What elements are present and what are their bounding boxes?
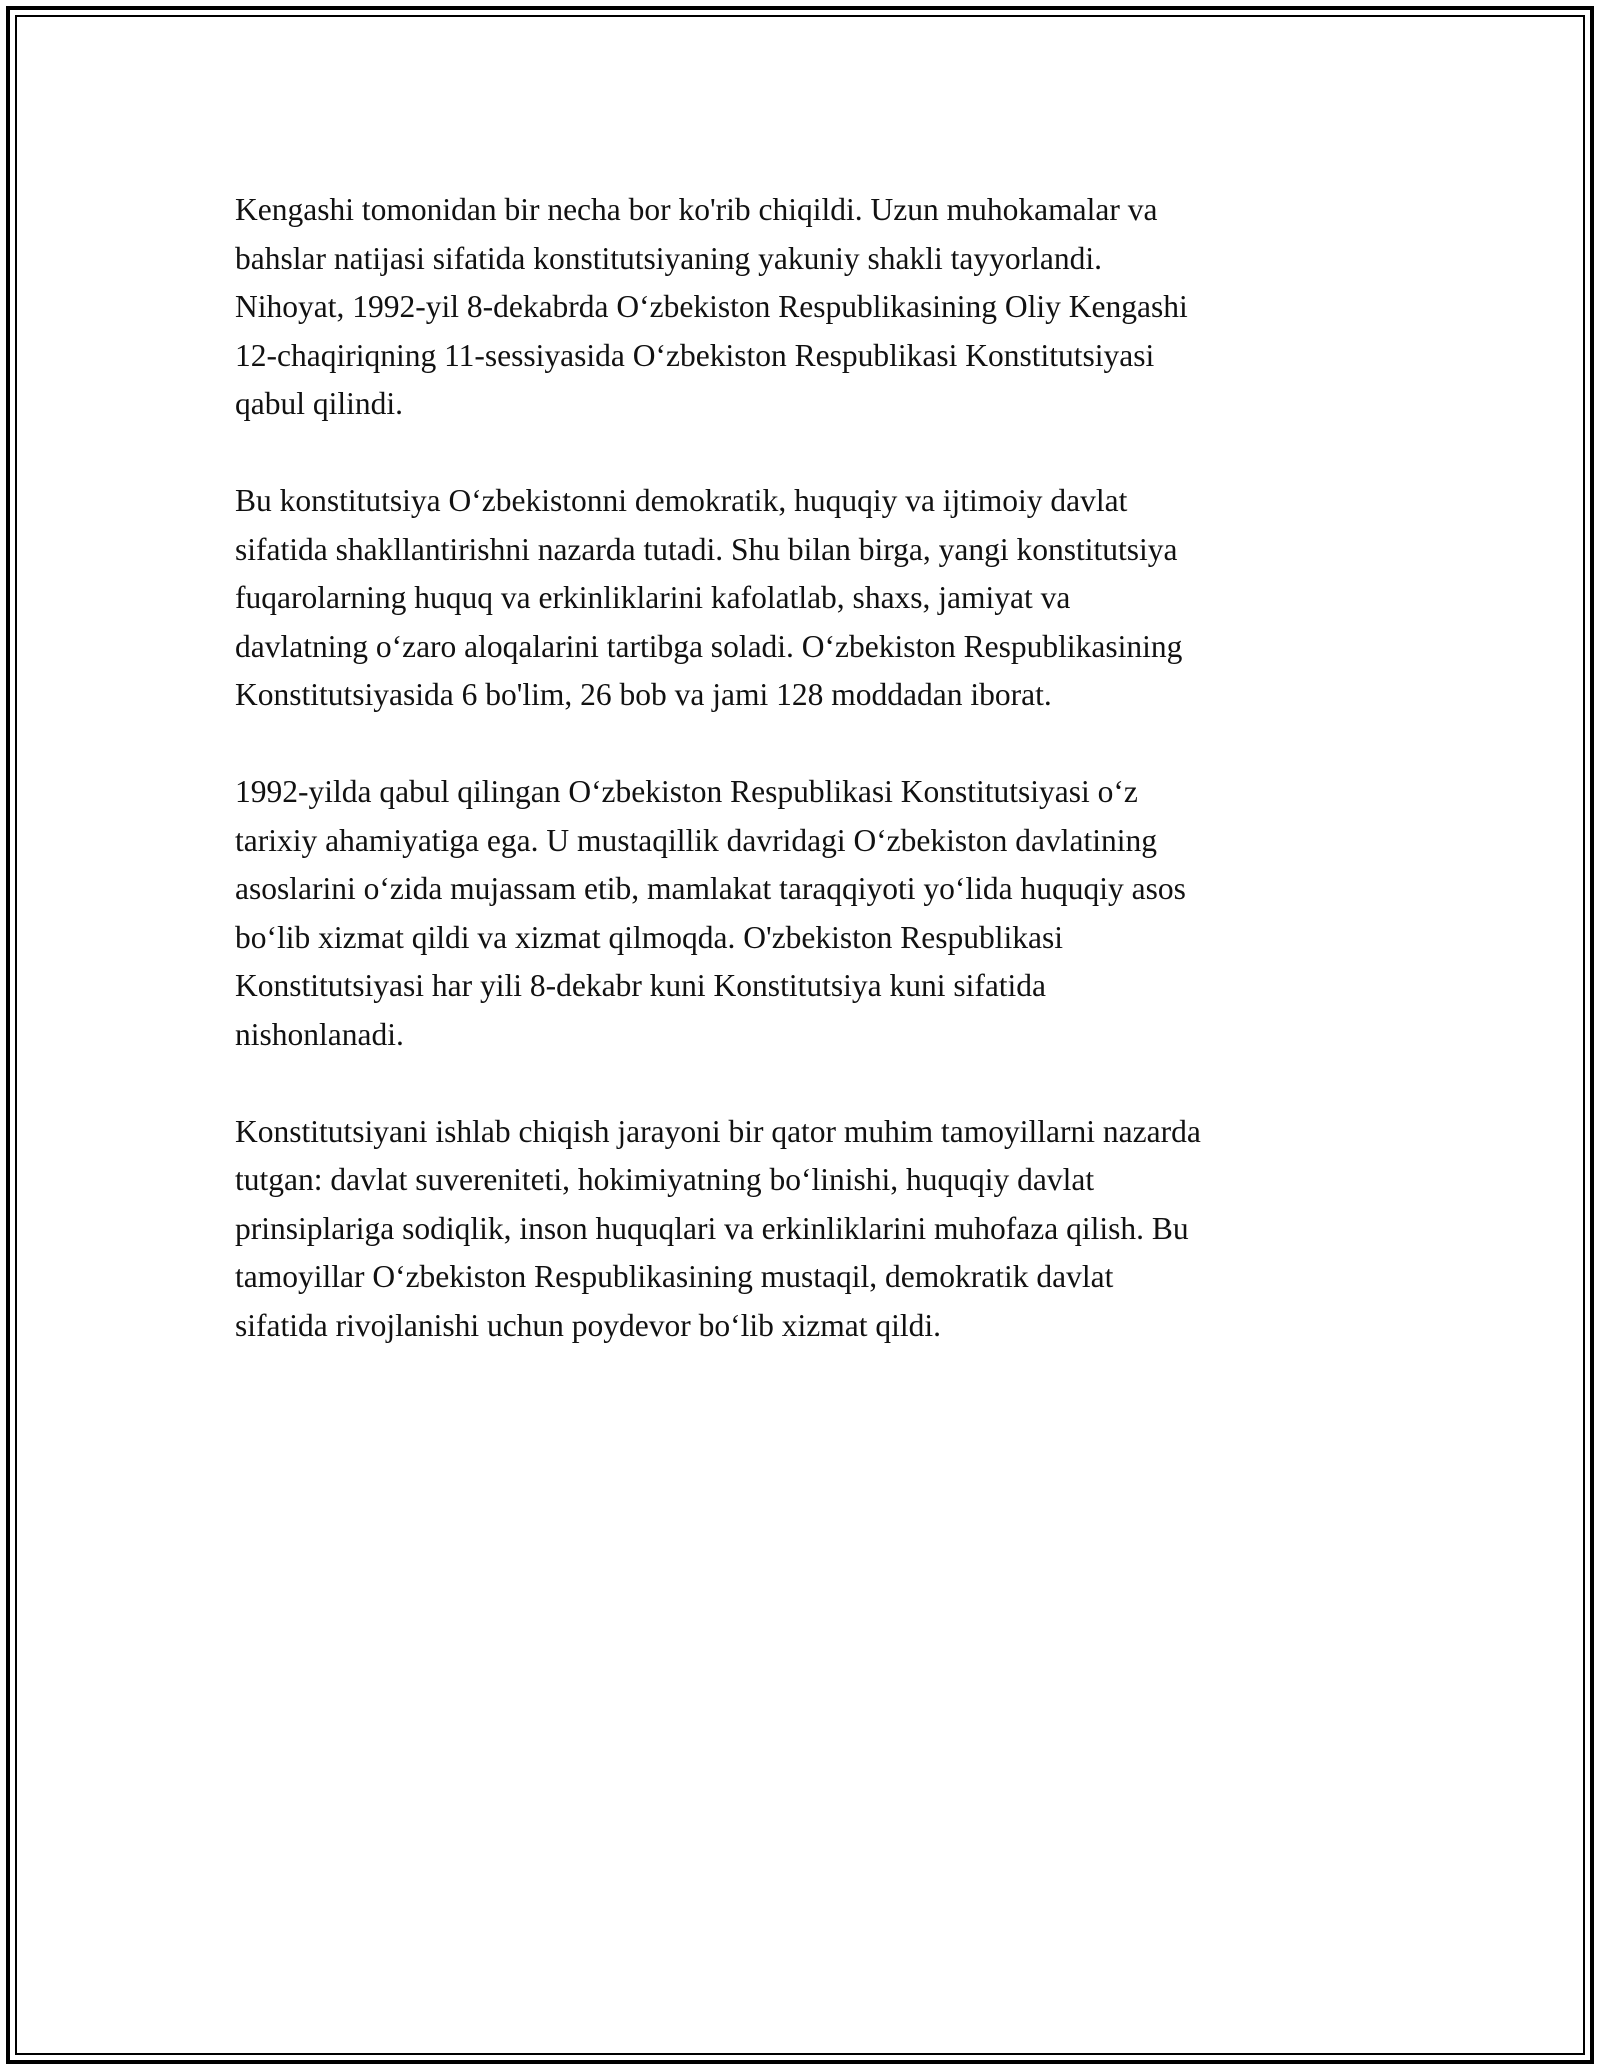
paragraph-4: Konstitutsiyani ishlab chiqish jarayoni bir qator muhim tamoyillarni nazarda tutgan: davlat suvereniteti, hokimiyatning boʻlinishi, huquqiy davlat prinsiplariga sodiqlik, inson huquqlari va erkinliklarini muhofaza qilish. Bu tamoyillar Oʻzbekiston Respublikasining mustaqil, demokratik davlat sifatida rivojlanishi uchun poydevor boʻlib xizmat qildi. xyxy=(235,1113,1201,1343)
paragraph-2: Bu konstitutsiya Oʻzbekistonni demokratik, huquqiy va ijtimoiy davlat sifatida shakllantirishni nazarda tutadi. Shu bilan birga, yangi konstitutsiya fuqarolarning huquq va erkinliklarini kafolatlab, shaxs, jamiyat va davlatning oʻzaro aloqalarini tartibga soladi. Oʻzbekiston Respublikasining Konstitutsiyasida 6 bo'lim, 26 bob va jami 128 moddadan iborat. xyxy=(235,483,1183,712)
document-body xyxy=(235,186,1375,1399)
paragraph-3: 1992-yilda qabul qilingan Oʻzbekiston Respublikasi Konstitutsiyasi oʻz tarixiy ahamiyatiga ega. U mustaqillik davridagi Oʻzbekiston davlatining asoslarini oʻzida mujassam etib, mamlakat taraqqiyoti yoʻlida huquqiy asos boʻlib xizmat qildi va xizmat qilmoqda. O'zbekiston Respublikasi Konstitutsiyasi har yili 8-dekabr kuni Konstitutsiya kuni sifatida nishonlanadi. xyxy=(235,774,1186,1052)
paragraph-1: Kengashi tomonidan bir necha bor ko'rib chiqildi. Uzun muhokamalar va bahslar natijasi sifatida konstitutsiyaning yakuniy shakli tayyorlandi. Nihoyat, 1992-yil 8-dekabrda Oʻzbekiston Respublikasining Oliy Kengashi 12-chaqiriqning 11-sessiyasida Oʻzbekiston Respublikasi Konstitutsiyasi qabul qilindi. xyxy=(235,192,1188,421)
